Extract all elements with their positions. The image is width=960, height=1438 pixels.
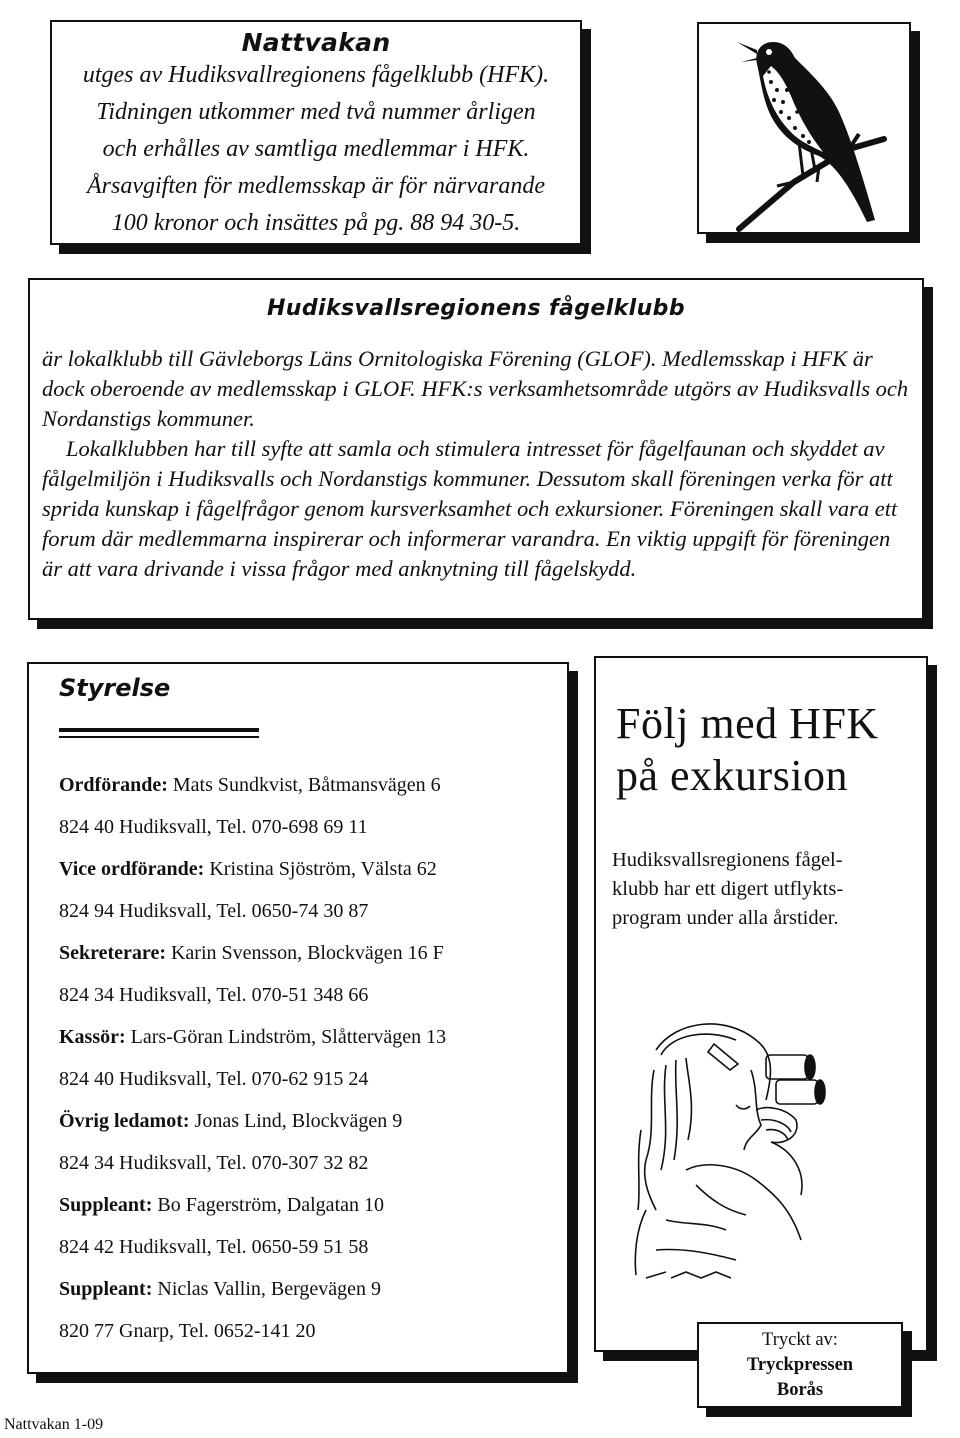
board-member-row (59, 932, 559, 974)
intro-line: utges av Hudiksvallregionens fågelklubb (HFK). (82, 62, 550, 88)
excursion-box (594, 656, 928, 1352)
excursion-text (612, 846, 912, 933)
board-role: Sekreterare: (59, 942, 166, 964)
board-list (59, 764, 559, 1352)
board-address-row: 824 34 Hudiksvall, Tel. 070-51 348 66 (59, 984, 369, 1006)
title-underline (59, 728, 259, 732)
intro-box (50, 20, 582, 245)
board-role: Ordförande: (59, 774, 168, 796)
board-member-row (59, 848, 559, 890)
intro-line: Tidningen utkommer med två nummer årligen (96, 99, 536, 125)
board-role: Vice ordförande: (59, 858, 205, 880)
board-box (27, 662, 569, 1374)
board-member-info: Kristina Sjöström, Välsta 62 (209, 858, 437, 880)
board-role: Övrig ledamot: (59, 1110, 190, 1132)
board-member-row (59, 764, 559, 806)
board-member-row (59, 1100, 559, 1142)
board-member-info: Jonas Lind, Blockvägen 9 (194, 1110, 403, 1132)
board-address-row: 824 40 Hudiksvall, Tel. 070-698 69 11 (59, 816, 368, 838)
printer-city: Borås (776, 1380, 824, 1400)
board-member-info: Karin Svensson, Blockvägen 16 F (170, 942, 444, 964)
intro-line: Årsavgiften för medlemsskap är för närvarande (87, 173, 545, 199)
excursion-heading (616, 698, 879, 802)
thrush-illustration-icon (699, 24, 909, 232)
board-address-row: 824 40 Hudiksvall, Tel. 070-62 915 24 (59, 1068, 369, 1090)
intro-line: och erhålles av samtliga medlemmar i HFK. (102, 136, 530, 162)
club-info-box (28, 278, 924, 620)
board-role: Kassör: (59, 1026, 126, 1048)
board-address-row: 824 34 Hudiksvall, Tel. 070-307 32 82 (59, 1152, 369, 1174)
club-title: Hudiksvallsregionens fågelklubb (267, 296, 685, 321)
issue-footer: Nattvakan 1-09 (4, 1416, 104, 1433)
board-title: Styrelse (59, 674, 171, 702)
printer-box (697, 1322, 903, 1408)
board-role: Suppleant: (59, 1278, 153, 1300)
board-member-row (59, 1184, 559, 1226)
bird-illustration-box (697, 22, 911, 234)
board-member-row (59, 1016, 559, 1058)
board-role: Suppleant: (59, 1194, 153, 1216)
intro-line: 100 kronor och insättes på pg. 88 94 30-5. (111, 210, 521, 236)
board-address-row: 824 94 Hudiksvall, Tel. 0650-74 30 87 (59, 900, 369, 922)
club-description (42, 344, 912, 584)
excursion-text-line: program under alla årstider. (612, 907, 839, 929)
board-member-info: Lars-Göran Lindström, Slåttervägen 13 (130, 1026, 447, 1048)
board-member-row (59, 1268, 559, 1310)
club-paragraph: Lokalklubben har till syfte att samla och stimulera intresset för fågelfaunan och skyddet av fålgelmiljön i Hudiksvalls och Nordanstigs kommuner. Dessutom skall föreningen verka för att sprida kunskap i fågelfrågor genom kursverksamhet och exkursioner. Föreningen skall vara ett forum där medlemmarna inspirerar och informerar varandra. En viktig uppgift för föreningen är att vara drivande i vissa frågor med anknytning till fågelskydd. (42, 436, 898, 581)
club-paragraph: är lokalklubb till Gävleborgs Läns Ornitologiska Förening (GLOF). Medlemsskap i HFK är dock oberoende av medlemsskap i GLOF. HFK:s verksamhetsområde utgörs av Hudiksvalls och Nordanstigs kommuner. (42, 346, 909, 431)
board-address-row: 820 77 Gnarp, Tel. 0652-141 20 (59, 1320, 316, 1342)
board-address-row: 824 42 Hudiksvall, Tel. 0650-59 51 58 (59, 1236, 369, 1258)
excursion-text-line: Hudiksvallsregionens fågel- (612, 849, 843, 871)
intro-title: Nattvakan (241, 28, 391, 57)
board-member-info: Niclas Vallin, Bergevägen 9 (157, 1278, 382, 1300)
printer-name: Tryckpressen (746, 1355, 854, 1375)
title-underline (59, 736, 259, 738)
board-member-info: Mats Sundkvist, Båtmansvägen 6 (172, 774, 441, 796)
excursion-text-line: klubb har ett digert utflykts- (612, 878, 844, 900)
excursion-heading-line: Följ med HFK (616, 699, 879, 748)
excursion-heading-line: på exkursion (616, 751, 849, 800)
printer-label: Tryckt av: (762, 1330, 838, 1350)
board-member-info: Bo Fagerström, Dalgatan 10 (157, 1194, 384, 1216)
birdwatcher-illustration-icon (626, 1010, 896, 1290)
